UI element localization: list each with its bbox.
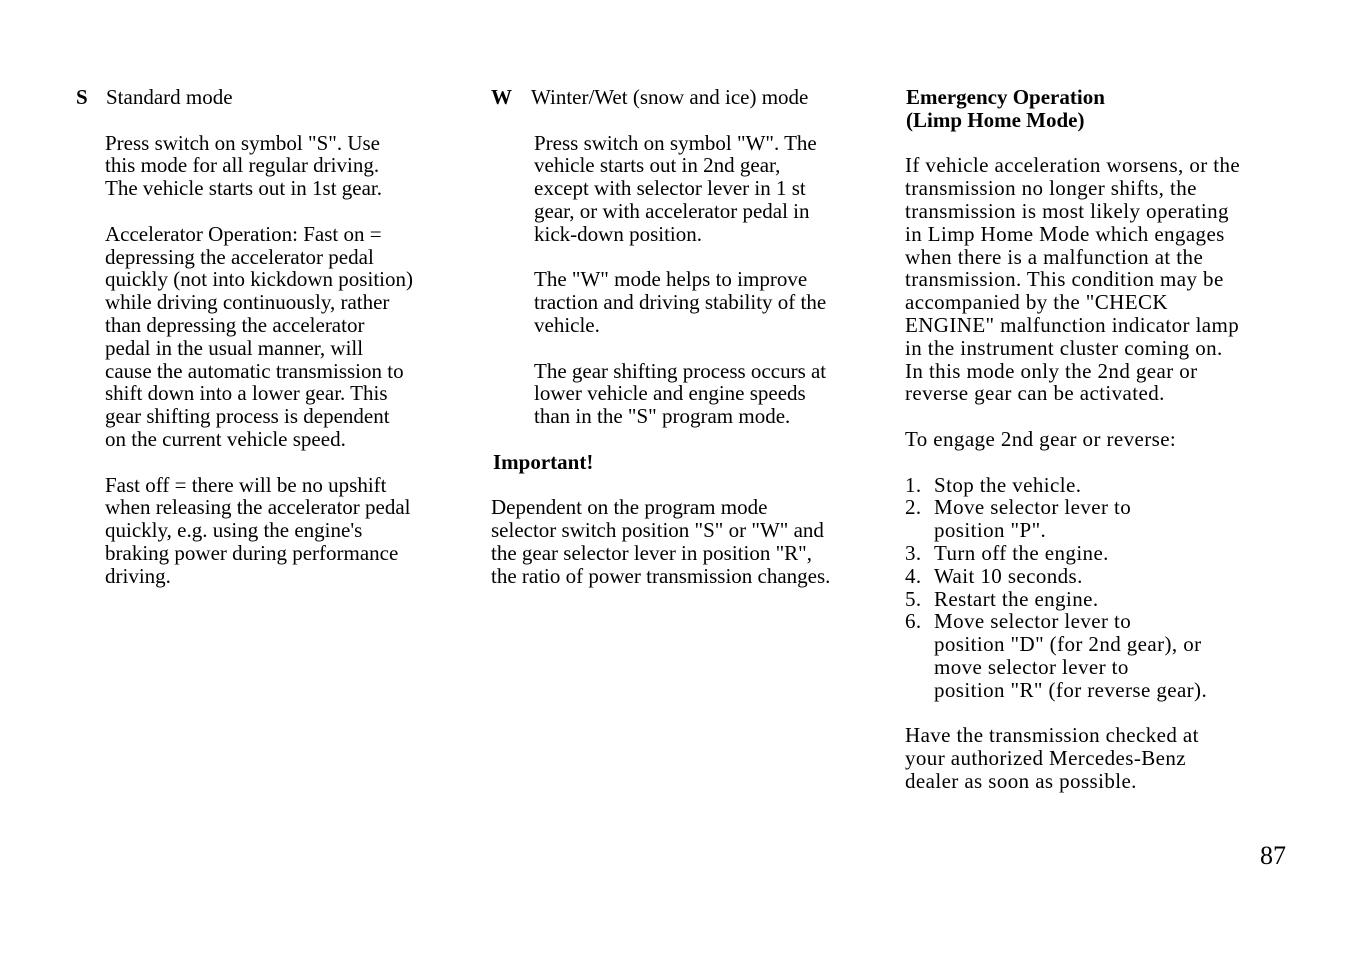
text-line: selector switch position "S" or "W" and: [491, 518, 824, 543]
intro-paragraph: [905, 154, 1285, 405]
emergency-heading: [905, 86, 1285, 132]
text-line: your authorized Mercedes-Benz: [905, 746, 1186, 771]
closing-paragraph: [905, 724, 1285, 792]
step-text: position "P".: [934, 518, 1047, 543]
text-line: in Limp Home Mode which engages: [905, 221, 1225, 246]
paragraph: [76, 474, 456, 588]
step-text: move selector lever to: [934, 654, 1129, 679]
mode-letter-s: S: [76, 85, 88, 109]
step-number: 1.: [905, 472, 922, 497]
list-item: [905, 496, 1285, 542]
text-line: than depressing the accelerator: [105, 312, 365, 337]
paragraph: [76, 223, 456, 451]
text-line: Press switch on symbol "S". Use: [105, 130, 380, 155]
mode-letter-w: W: [491, 85, 512, 109]
text-line: when releasing the accelerator pedal: [105, 495, 411, 520]
text-line: accompanied by the "CHECK: [905, 290, 1168, 315]
mode-title: Winter/Wet (snow and ice) mode: [531, 85, 809, 109]
text-line: kick-down position.: [534, 221, 702, 246]
text-line: the gear selector lever in position "R",: [491, 540, 812, 565]
text-line: quickly (not into kickdown position): [105, 267, 413, 292]
step-text: Move selector lever to: [934, 609, 1132, 634]
text-line: when there is a malfunction at the: [905, 244, 1204, 269]
step-number: 5.: [905, 586, 922, 611]
paragraph: [76, 132, 456, 200]
column-emergency-operation: [905, 86, 1285, 793]
text-line: quickly, e.g. using the engine's: [105, 518, 363, 543]
text-line: the ratio of power transmission changes.: [491, 563, 831, 588]
step-text: Restart the engine.: [934, 586, 1099, 611]
step-text: position "R" (for reverse gear).: [934, 677, 1208, 702]
text-line: shift down into a lower gear. This: [105, 381, 388, 406]
engage-text: To engage 2nd gear or reverse:: [905, 426, 1177, 451]
text-line: this mode for all regular driving.: [105, 153, 380, 178]
text-line: pedal in the usual manner, will: [105, 335, 364, 360]
step-text: Turn off the engine.: [934, 540, 1109, 565]
text-line: cause the automatic transmission to: [105, 358, 404, 383]
important-paragraph: [491, 496, 881, 587]
text-line: traction and driving stability of the: [534, 290, 827, 315]
page-number: 87: [1260, 841, 1286, 870]
step-text: Move selector lever to: [934, 495, 1132, 520]
text-line: Press switch on symbol "W". The: [534, 130, 817, 155]
text-line: vehicle.: [534, 312, 600, 337]
text-line: transmission is most likely operating: [905, 198, 1229, 223]
text-line: If vehicle acceleration worsens, or the: [905, 153, 1241, 178]
text-line: dealer as soon as possible.: [905, 768, 1137, 793]
text-line: lower vehicle and engine speeds: [534, 381, 806, 406]
paragraph: [491, 268, 881, 336]
text-line: in the instrument cluster coming on.: [905, 335, 1223, 360]
text-line: Fast off = there will be no upshift: [105, 472, 387, 497]
text-line: Dependent on the program mode: [491, 495, 768, 520]
text-line: vehicle starts out in 2nd gear,: [534, 153, 781, 178]
list-item: [905, 588, 1285, 611]
text-line: driving.: [105, 563, 171, 588]
step-number: 6.: [905, 609, 922, 634]
heading-line: (Limp Home Mode): [906, 107, 1085, 132]
text-line: reverse gear can be activated.: [905, 381, 1165, 406]
list-item: [905, 610, 1285, 701]
standard-mode-heading: [76, 86, 456, 109]
step-text: Wait 10 seconds.: [934, 563, 1083, 588]
text-line: transmission no longer shifts, the: [905, 176, 1197, 201]
list-item: [905, 565, 1285, 588]
step-text: position "D" (for 2nd gear), or: [934, 632, 1202, 657]
list-item: [905, 474, 1285, 497]
text-line: gear shifting process is dependent: [105, 404, 390, 429]
paragraph: [491, 132, 881, 246]
text-line: on the current vehicle speed.: [105, 426, 346, 451]
steps-list: [905, 474, 1285, 702]
paragraph: [491, 360, 881, 428]
winter-mode-heading: [491, 86, 881, 109]
text-line: depressing the accelerator pedal: [105, 244, 374, 269]
text-line: The gear shifting process occurs at: [534, 358, 827, 383]
text-line: Accelerator Operation: Fast on =: [105, 221, 382, 246]
step-number: 2.: [905, 495, 922, 520]
text-line: In this mode only the 2nd gear or: [905, 358, 1198, 383]
important-heading: Important!: [493, 449, 594, 474]
step-number: 3.: [905, 540, 922, 565]
step-number: 4.: [905, 563, 922, 588]
step-text: Stop the vehicle.: [934, 472, 1082, 497]
text-line: than in the "S" program mode.: [534, 404, 791, 429]
list-item: [905, 542, 1285, 565]
text-line: The "W" mode helps to improve: [534, 267, 808, 292]
mode-title: Standard mode: [106, 85, 233, 109]
text-line: except with selector lever in 1 st: [534, 176, 806, 201]
text-line: The vehicle starts out in 1st gear.: [105, 176, 383, 201]
text-line: braking power during performance: [105, 540, 399, 565]
text-line: transmission. This condition may be: [905, 267, 1224, 292]
column-winter-mode: [491, 86, 881, 588]
text-line: gear, or with accelerator pedal in: [534, 198, 810, 223]
text-line: ENGINE" malfunction indicator lamp: [905, 312, 1240, 337]
text-line: while driving continuously, rather: [105, 290, 390, 315]
heading-line: Emergency Operation: [906, 85, 1105, 109]
column-standard-mode: [76, 86, 456, 588]
text-line: Have the transmission checked at: [905, 723, 1199, 748]
